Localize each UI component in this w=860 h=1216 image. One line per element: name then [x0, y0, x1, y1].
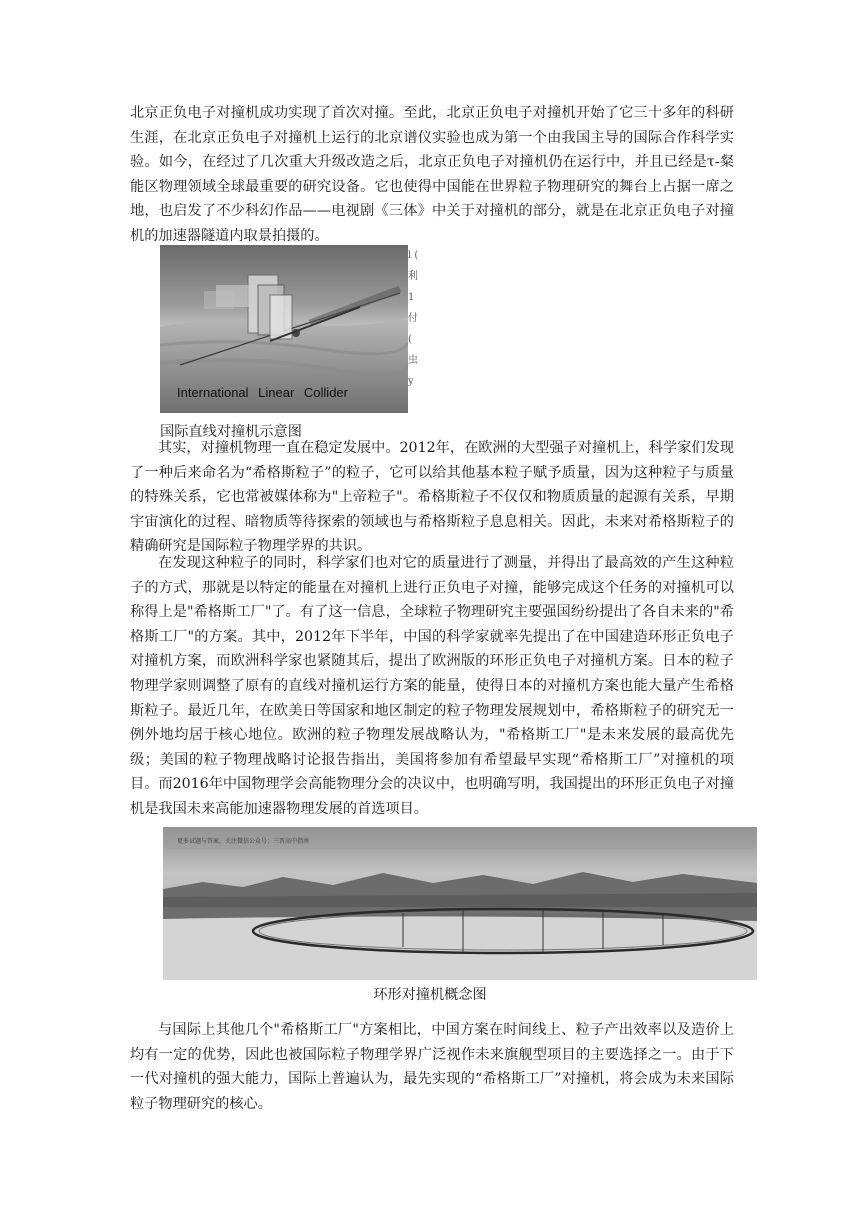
figure1-caption: 国际直线对撞机示意图: [160, 424, 302, 440]
watermark-overlay-text: 更多试题与答案，关注微信公众号：三晋高中指南: [177, 838, 310, 845]
ilc-figure: [160, 245, 408, 413]
ring-collider-illustration: [163, 827, 757, 980]
ilc-label: International Linear Collider: [177, 385, 348, 400]
paragraph-2: 其实，对撞机物理一直在稳定发展中。2012年，在欧洲的大型强子对撞机上，科学家们发现了一种后来命名为“希格斯粒子”的粒子，它可以给其他基本粒子赋予质量，因为这种粒子与质量的特殊关系，它也常被媒体称为"上帝粒子"。希格斯粒子不仅仅和物质质量的起源有关系，早期宇宙演化的过程、暗物质等待探索的领域也与希格斯粒子息息相关。因此，未来对希格斯粒子的精确研究是国际粒子物理学界的共识。: [130, 440, 734, 555]
paragraph-1: 北京正负电子对撞机成功实现了首次对撞。至此，北京正负电子对撞机开始了它三十多年的科研生涯，在北京正负电子对撞机上运行的北京谱仪实验也成为第一个由我国主导的国际合作科学实验。如今，在经过了几次重大升级改造之后，北京正负电子对撞机仍在运行中，并且已经是τ-粲能区物理领域全球最重要的研究设备。它也使得中国能在世界粒子物理研究的舞台上占据一席之地，也启发了不少科幻作品——电视剧《三体》中关于对撞机的部分，就是在北京正负电子对撞机的加速器隧道内取景拍摄的。: [130, 105, 734, 244]
figure2-caption: 环形对撞机概念图: [373, 987, 487, 1003]
ring-collider-figure: [163, 827, 757, 980]
paragraph-3: 在发现这种粒子的同时，科学家们也对它的质量进行了测量，并得出了最高效的产生这种粒子的方式，那就是以特定的能量在对撞机上进行正负电子对撞，能够完成这个任务的对撞机可以称得上是"希格斯工厂"了。有了这一信息，全球粒子物理研究主要强国纷纷提出了各自未来的"希格斯工厂"的方案。其中，2012年下半年，中国的科学家就率先提出了在中国建造环形正负电子对撞机方案，而欧洲科学家也紧随其后，提出了欧洲版的环形正负电子对撞机方案。日本的粒子物理学家则调整了原有的直线对撞机运行方案的能量，使得日本的对撞机方案也能大量产生希格斯粒子。最近几年，在欧美日等国家和地区制定的粒子物理发展规划中，希格斯粒子的研究无一例外地均居于核心地位。欧洲的粒子物理发展战略认为，"希格斯工厂"是未来发展的最高优先级；美国的粒子物理战略讨论报告指出，美国将参加有希望最早实现“希格斯工厂”对撞机的项目。而2016年中国物理学会高能物理分会的决议中，也明确写明，我国提出的环形正负电子对撞机是我国未来高能加速器物理发展的首选项目。: [130, 555, 734, 817]
cropped-side-text: l ( 利 1 付 ( 虫 y: [408, 250, 419, 387]
paragraph-4: 与国际上其他几个"希格斯工厂"方案相比，中国方案在时间线上、粒子产出效率以及造价上均有一定的优势，因此也被国际粒子物理学界广泛视作未来旗舰型项目的主要选择之一。由于下一代对撞机的强大能力，国际上普遍认为，最先实现的“希格斯工厂”对撞机，将会成为未来国际粒子物理研究的核心。: [130, 1022, 734, 1112]
